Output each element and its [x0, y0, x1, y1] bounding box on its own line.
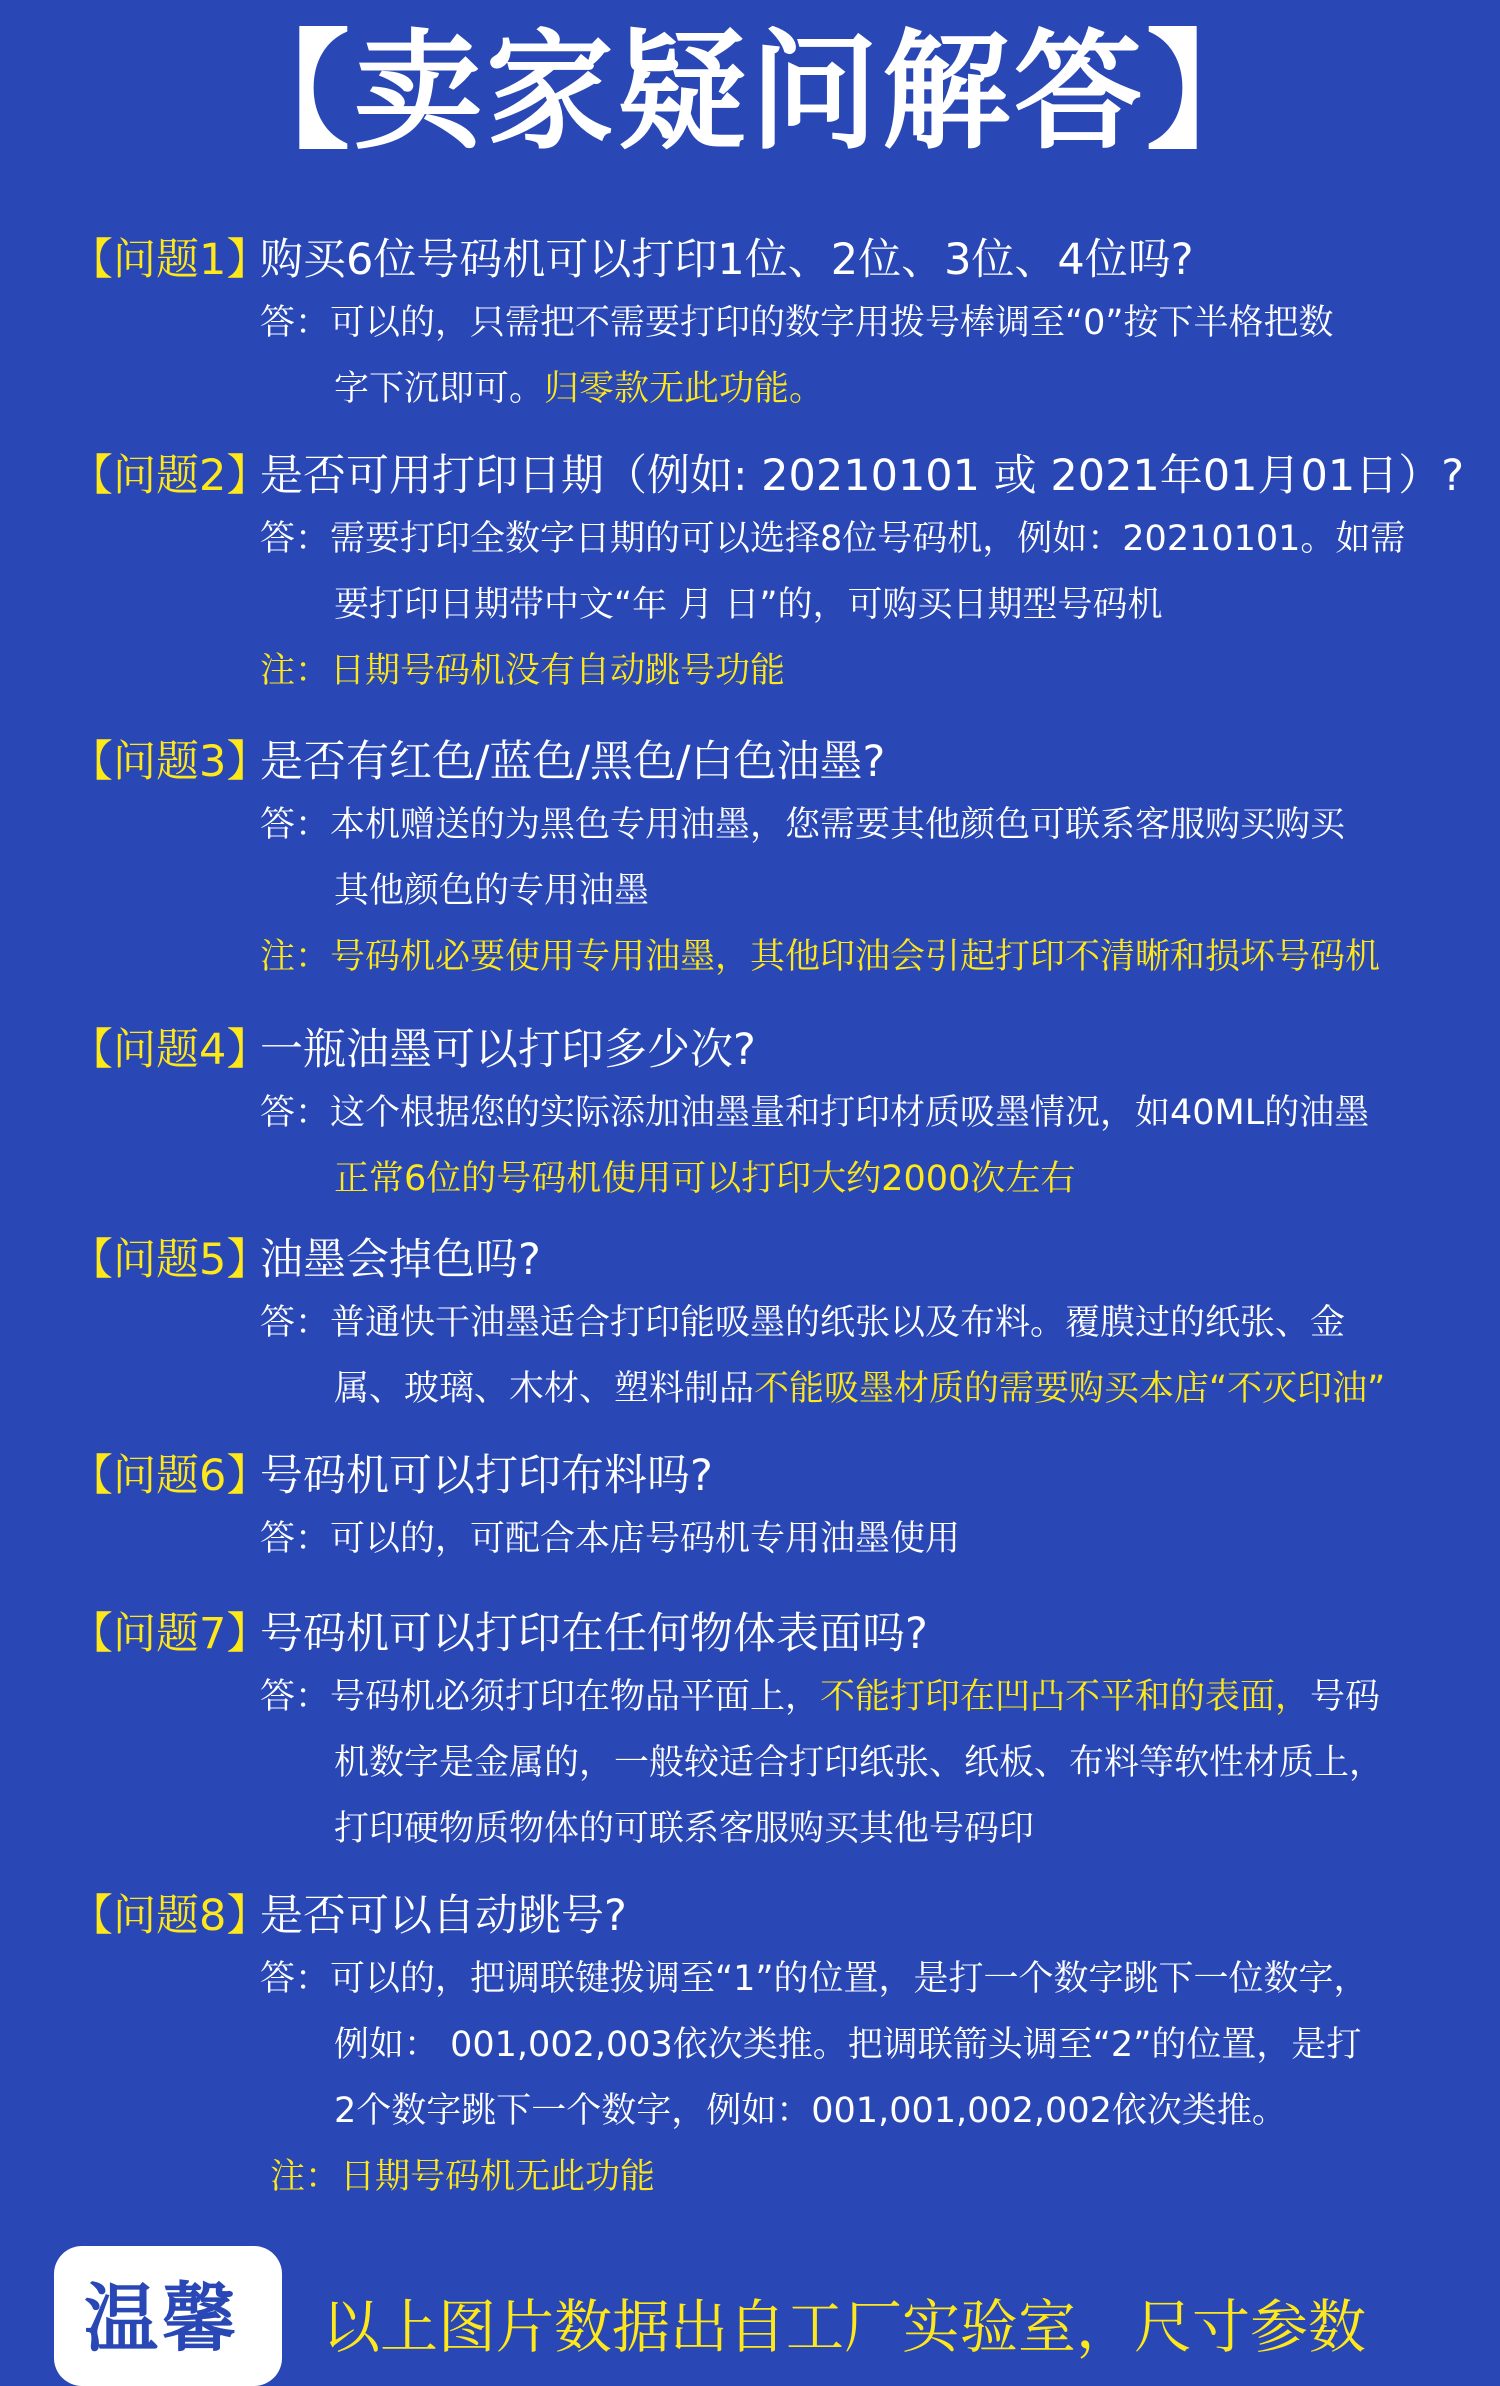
answer-highlight: 不能吸墨材质的需要购买本店“不灭印油”	[754, 1369, 1386, 1409]
qa-item-6	[70, 1442, 1470, 1572]
answer-line: 字下沉即可。归零款无此功能。	[334, 369, 825, 409]
notice-text: 以上图片数据出自工厂实验室，尺寸参数	[322, 2293, 1367, 2361]
answer-line: 其他颜色的专用油墨	[334, 871, 650, 911]
qa-item-3	[70, 728, 1470, 990]
notice-badge	[54, 2246, 282, 2386]
answer-note: 注：日期号码机无此功能	[270, 2157, 656, 2197]
question-text: 购买6位号码机可以打印1位、2位、3位、4位吗?	[260, 235, 1194, 285]
answer-line: 属、玻璃、木材、塑料制品不能吸墨材质的需要购买本店“不灭印油”	[334, 1369, 1386, 1409]
question-text: 是否可以自动跳号?	[260, 1891, 627, 1941]
qa-item-1	[70, 226, 1470, 422]
qa-item-8	[70, 1882, 1470, 2210]
answer-note: 注：日期号码机没有自动跳号功能	[260, 651, 786, 691]
notice-badge-label: 温馨	[84, 2276, 240, 2362]
answer-line: 答：这个根据您的实际添加油墨量和打印材质吸墨情况，如40ML的油墨	[260, 1093, 1370, 1133]
answer-line	[260, 1146, 1470, 1212]
answer-line: 答：可以的，把调联键拨调至“1”的位置，是打一个数字跳下一位数字，	[260, 1959, 1369, 1999]
answer-line: 答：可以的，只需把不需要打印的数字用拨号棒调至“0”按下半格把数	[260, 303, 1334, 343]
answer-line: 机数字是金属的，一般较适合打印纸张、纸板、布料等软性材质上，	[334, 1743, 1385, 1783]
question-tag: 【问题7】	[70, 1609, 270, 1659]
question-tag: 【问题5】	[70, 1235, 270, 1285]
answer-highlight: 正常6位的号码机使用可以打印大约2000次左右	[334, 1159, 1076, 1199]
question-text: 一瓶油墨可以打印多少次?	[260, 1025, 756, 1075]
qa-item-4	[70, 1016, 1470, 1212]
page-title: 【卖家疑问解答】	[221, 18, 1278, 167]
question-tag: 【问题6】	[70, 1451, 270, 1501]
answer-line: 打印硬物质物体的可联系客服购买其他号码印	[334, 1809, 1035, 1849]
answer-line: 答：可以的，可配合本店号码机专用油墨使用	[260, 1519, 961, 1559]
answer-line: 答：普通快干油墨适合打印能吸墨的纸张以及布料。覆膜过的纸张、金	[260, 1303, 1346, 1343]
question-text: 油墨会掉色吗?	[260, 1235, 541, 1285]
qa-item-5	[70, 1226, 1470, 1422]
question-text: 是否可用打印日期（例如: 20210101 或 2021年01月01日）?	[260, 451, 1465, 501]
answer-line: 要打印日期带中文“年 月 日”的，可购买日期型号码机	[334, 585, 1163, 625]
question-tag: 【问题2】	[70, 451, 270, 501]
answer-highlight: 归零款无此功能。	[544, 369, 825, 409]
question-text: 是否有红色/蓝色/黑色/白色油墨?	[260, 737, 886, 787]
question-text: 号码机可以打印在任何物体表面吗?	[260, 1609, 928, 1659]
qa-item-2	[70, 442, 1470, 704]
answer-line: 答：需要打印全数字日期的可以选择8位号码机，例如：20210101。如需	[260, 519, 1406, 559]
answer-line: 例如： 001,002,003依次类推。把调联箭头调至“2”的位置，是打	[334, 2025, 1362, 2065]
question-tag: 【问题3】	[70, 737, 270, 787]
question-tag: 【问题1】	[70, 235, 270, 285]
answer-line: 2个数字跳下一个数字，例如：001,001,002,002依次类推。	[334, 2091, 1287, 2131]
question-tag: 【问题4】	[70, 1025, 270, 1075]
qa-item-7	[70, 1600, 1470, 1862]
answer-highlight: 不能打印在凹凸不平和的表面，	[820, 1677, 1311, 1717]
question-text: 号码机可以打印布料吗?	[260, 1451, 713, 1501]
answer-line: 答：号码机必须打印在物品平面上，不能打印在凹凸不平和的表面，号码	[260, 1677, 1381, 1717]
question-tag: 【问题8】	[70, 1891, 270, 1941]
answer-line: 答：本机赠送的为黑色专用油墨，您需要其他颜色可联系客服购买购买	[260, 805, 1346, 845]
answer-note: 注：号码机必要使用专用油墨，其他印油会引起打印不清晰和损坏号码机	[260, 937, 1381, 977]
